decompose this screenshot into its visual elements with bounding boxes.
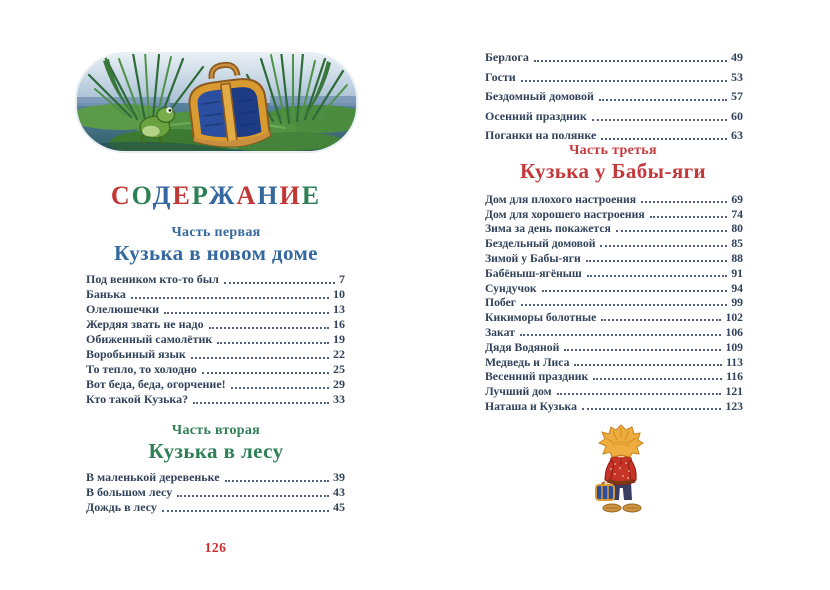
toc-row: [485, 309, 743, 324]
chapter-title: Бездельный домовой: [485, 237, 596, 251]
chapter-page-number: 106: [725, 325, 743, 339]
chapter-title: Жердяя звать не надо: [86, 317, 204, 331]
dot-leader: [193, 402, 329, 404]
dot-leader: [164, 312, 329, 314]
part2-kicker: Часть вторая: [171, 423, 261, 438]
part1-kicker: Часть первая: [171, 225, 261, 240]
chapter-title: То тепло, то холодно: [86, 362, 197, 376]
dot-leader: [599, 99, 727, 101]
chapter-page-number: 43: [333, 485, 345, 499]
part2-heading: [66, 423, 366, 463]
dot-leader: [650, 216, 728, 218]
toc-row: [86, 392, 345, 407]
chapter-title: Зима за день покажется: [485, 222, 611, 236]
toc-row: [485, 339, 743, 354]
chapter-title: Побег: [485, 296, 517, 310]
chapter-title: В маленькой деревеньке: [86, 470, 220, 484]
chapter-title: Кто такой Кузька?: [86, 392, 189, 406]
chapter-page-number: 60: [731, 108, 743, 123]
toc-row: [485, 46, 743, 65]
dot-leader: [542, 290, 728, 292]
toc-row: [485, 221, 743, 236]
part1-chapter-list: [86, 272, 345, 407]
toc-row: [485, 383, 743, 398]
chapter-page-number: 113: [726, 355, 743, 369]
toc-row: [86, 287, 345, 302]
chapter-page-number: 29: [333, 377, 345, 391]
part3-chapter-list: [485, 191, 743, 413]
toc-row: [485, 235, 743, 250]
chapter-title: Берлога: [485, 50, 529, 65]
part2-title: Кузька в лесу: [148, 439, 284, 463]
chapter-title: Обиженный самолётик: [86, 332, 213, 346]
chapter-page-number: 74: [731, 207, 743, 221]
chapter-title: Воробьиный язык: [86, 347, 186, 361]
chapter-page-number: 94: [731, 281, 743, 295]
dot-leader: [587, 275, 728, 277]
chapter-title: Дом для хорошего настроения: [485, 207, 645, 221]
chapter-page-number: 63: [731, 127, 743, 142]
chapter-page-number: 19: [333, 332, 345, 346]
chapter-title: Банька: [86, 287, 126, 301]
chapter-page-number: 69: [731, 192, 743, 206]
chapter-page-number: 22: [333, 347, 345, 361]
chapter-page-number: 10: [333, 287, 345, 301]
chapter-page-number: 49: [731, 50, 743, 65]
chapter-title: Кикиморы болотные: [485, 311, 597, 325]
toc-row: [86, 272, 345, 287]
toc-row: [485, 280, 743, 295]
dot-leader: [231, 387, 329, 389]
contents-title-letter: Д: [152, 181, 173, 210]
chapter-page-number: 13: [333, 302, 345, 316]
contents-title: [76, 181, 356, 211]
contents-title-letter: Ж: [208, 181, 237, 210]
part1-heading: [66, 225, 366, 265]
toc-row: [86, 500, 345, 515]
toc-row: [86, 362, 345, 377]
dot-leader: [202, 372, 329, 374]
contents-title-letter: И: [279, 181, 302, 210]
toc-row: [86, 377, 345, 392]
toc-row: [86, 317, 345, 332]
toc-row: [485, 369, 743, 384]
chapter-title: Весенний праздник: [485, 370, 589, 384]
toc-row: [485, 324, 743, 339]
part2-continued-list: [485, 46, 743, 143]
chapter-page-number: 121: [725, 385, 743, 399]
dot-leader: [616, 230, 727, 232]
chapter-title: Сундучок: [485, 281, 537, 295]
contents-title-letter: О: [131, 181, 153, 210]
dot-leader: [224, 282, 335, 284]
chapter-title: Гости: [485, 69, 516, 84]
part2-chapter-list: [86, 470, 345, 515]
toc-row: [485, 354, 743, 369]
chapter-page-number: 123: [725, 399, 743, 413]
chapter-page-number: 102: [725, 311, 743, 325]
toc-row: [485, 104, 743, 123]
toc-row: [485, 250, 743, 265]
chapter-title: Поганки на полянке: [485, 127, 597, 142]
contents-title-letter: Н: [257, 181, 280, 210]
dot-leader: [564, 349, 721, 351]
dot-leader: [209, 327, 329, 329]
toc-row: [86, 485, 345, 500]
contents-title-letter: Е: [301, 181, 322, 210]
dot-leader: [534, 60, 727, 62]
dot-leader: [592, 119, 727, 121]
contents-title-letter: Р: [191, 181, 209, 210]
dot-leader: [600, 245, 727, 247]
toc-row: [485, 295, 743, 310]
toc-row: [485, 265, 743, 280]
chapter-page-number: 7: [339, 272, 345, 286]
dot-leader: [191, 357, 329, 359]
toc-row: [485, 85, 743, 104]
dot-leader: [217, 342, 329, 344]
dot-leader: [177, 495, 329, 497]
toc-row: [86, 347, 345, 362]
chapter-page-number: 116: [726, 370, 743, 384]
chapter-title: Лучший дом: [485, 385, 552, 399]
dot-leader: [574, 364, 722, 366]
dot-leader: [582, 408, 722, 410]
toc-row: [86, 332, 345, 347]
toc-row: [485, 124, 743, 143]
toc-row: [485, 65, 743, 84]
chapter-title: Бабёныш-ягёныш: [485, 266, 582, 280]
chapter-page-number: 53: [731, 69, 743, 84]
dot-leader: [641, 201, 727, 203]
chapter-title: Олелюшечки: [86, 302, 160, 316]
part3-heading: [463, 143, 763, 183]
dot-leader: [225, 480, 329, 482]
pond-chest-frog-illustration: [75, 49, 358, 156]
chapter-title: Бездомный домовой: [485, 89, 594, 104]
chapter-title: Дом для плохого настроения: [485, 192, 637, 206]
toc-row: [485, 191, 743, 206]
chapter-title: Наташа и Кузька: [485, 399, 577, 413]
kuzka-character: [596, 425, 643, 512]
toc-row: [485, 398, 743, 413]
chapter-page-number: 45: [333, 500, 345, 514]
dot-leader: [601, 138, 727, 140]
chapter-title: Дождь в лесу: [86, 500, 157, 514]
toc-row: [86, 470, 345, 485]
dot-leader: [593, 378, 722, 380]
kuzka-carrying-chest-illustration: [592, 424, 650, 520]
dot-leader: [601, 319, 721, 321]
contents-title-letter: А: [236, 181, 258, 210]
dot-leader: [131, 297, 329, 299]
chapter-page-number: 25: [333, 362, 345, 376]
shaggy-hair: [599, 425, 643, 457]
part3-title: Кузька у Бабы-яги: [519, 159, 707, 183]
chapter-title: Дядя Водяной: [485, 340, 560, 354]
dot-leader: [586, 260, 728, 262]
chapter-title: Под веником кто-то был: [86, 272, 219, 286]
dot-leader: [520, 334, 722, 336]
dot-leader: [557, 393, 722, 395]
chapter-title: Медведь и Лиса: [485, 355, 570, 369]
chapter-page-number: 57: [731, 89, 743, 104]
toc-row: [485, 206, 743, 221]
chapter-title: Зимой у Бабы-яги: [485, 251, 581, 265]
chapter-title: Вот беда, беда, огорчение!: [86, 377, 226, 391]
dot-leader: [521, 304, 727, 306]
contents-title-letter: С: [110, 181, 132, 210]
chapter-page-number: 33: [333, 392, 345, 406]
toc-row: [86, 302, 345, 317]
page-number-folio: 126: [204, 540, 227, 555]
part1-title: Кузька в новом доме: [114, 241, 318, 265]
dot-leader: [162, 510, 329, 512]
chapter-page-number: 99: [731, 296, 743, 310]
chapter-page-number: 88: [731, 251, 743, 265]
chapter-page-number: 16: [333, 317, 345, 331]
dot-leader: [521, 80, 727, 82]
contents-title-letter: Е: [172, 181, 192, 210]
mini-chest-icon: [596, 482, 614, 501]
chapter-title: Осенний праздник: [485, 108, 587, 123]
chapter-title: Закат: [485, 325, 515, 339]
chapter-page-number: 109: [725, 340, 743, 354]
chapter-page-number: 39: [333, 470, 345, 484]
chapter-page-number: 80: [731, 222, 743, 236]
chapter-page-number: 91: [731, 266, 743, 280]
chapter-page-number: 85: [731, 237, 743, 251]
part3-kicker: Часть третья: [569, 143, 657, 158]
chapter-title: В большом лесу: [86, 485, 173, 499]
